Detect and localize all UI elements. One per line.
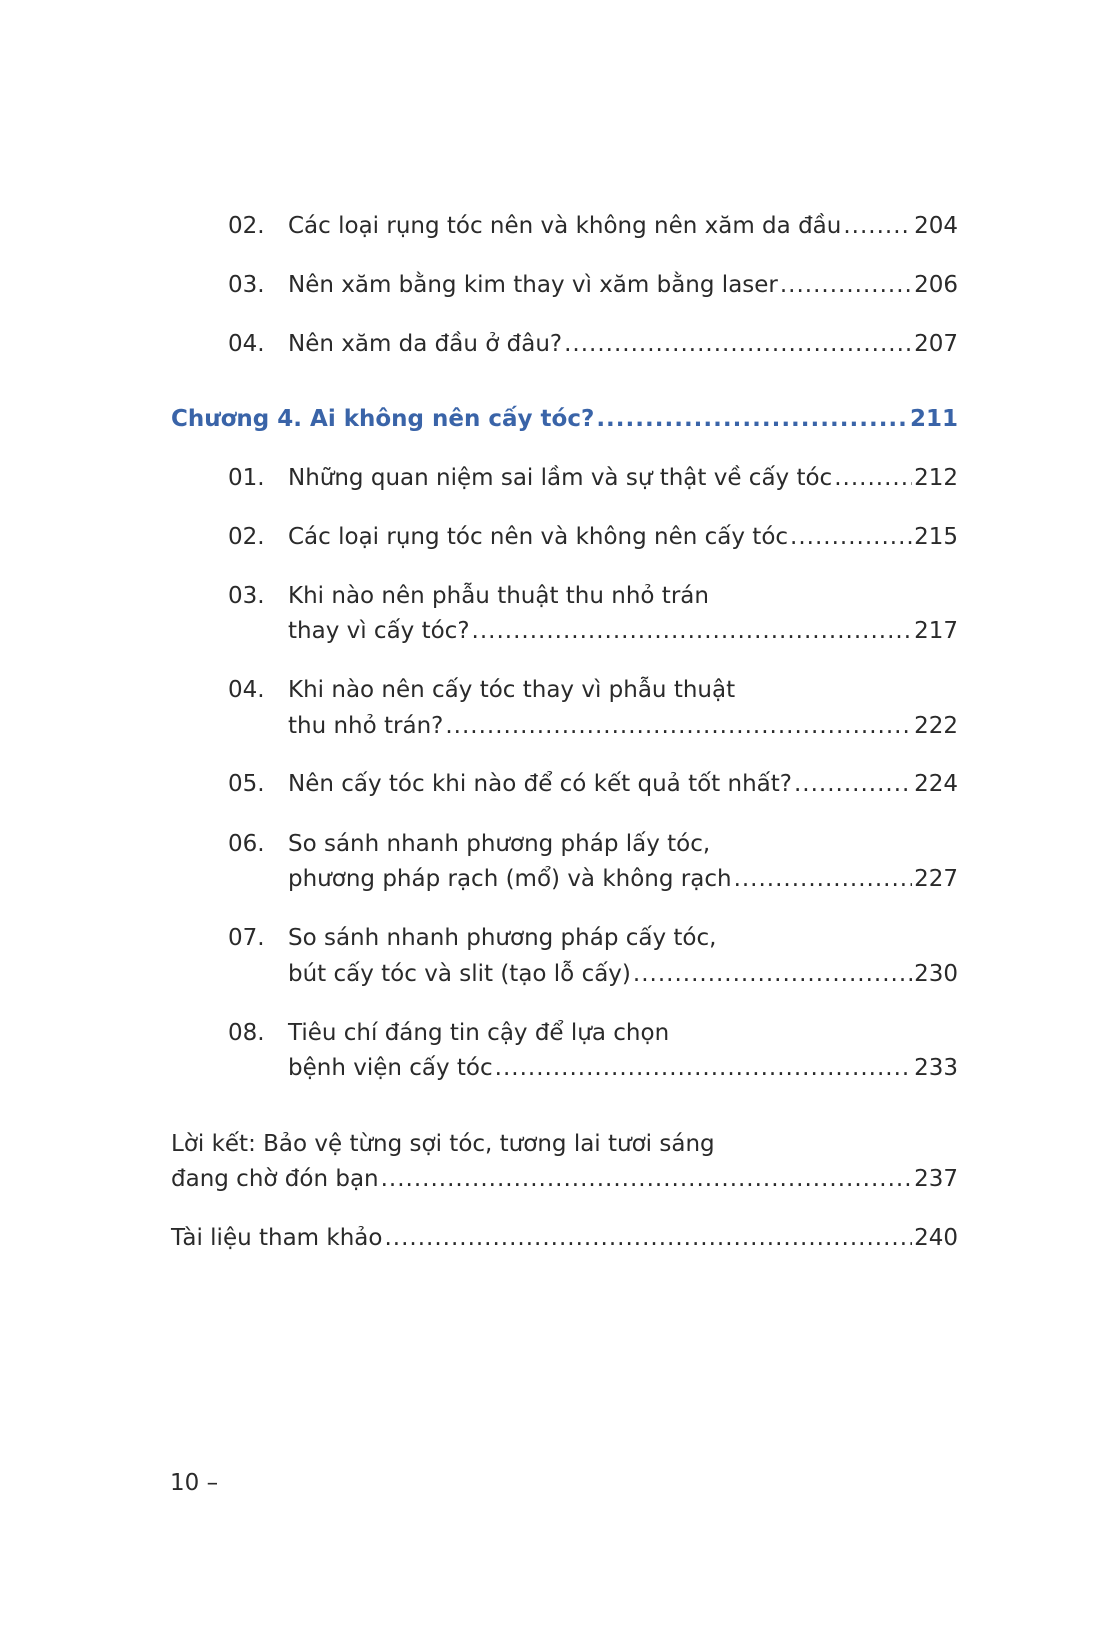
entry-number: 01. — [228, 465, 265, 491]
entry-title-line1: Khi nào nên phẫu thuật thu nhỏ trán — [288, 583, 709, 609]
toc-epilogue[interactable] — [0, 1129, 1119, 1159]
entry-title-line2: thay vì cấy tóc? — [288, 618, 470, 644]
chapter-page: 211 — [909, 406, 958, 432]
entry-title-line1: So sánh nhanh phương pháp cấy tóc, — [288, 925, 717, 951]
toc-entry[interactable] — [0, 829, 1119, 859]
entry-page: 215 — [914, 524, 958, 550]
entry-page: 212 — [914, 465, 958, 491]
entry-title: Nên xăm da đầu ở đâu? — [288, 331, 563, 357]
entry-number: 03. — [228, 583, 265, 609]
dot-leader — [445, 711, 912, 741]
entry-page: 230 — [914, 961, 958, 987]
entry-title: Các loại rụng tóc nên và không nên xăm da đầu — [288, 213, 842, 239]
toc-entry-continuation[interactable] — [0, 711, 1119, 741]
entry-page: 217 — [914, 618, 958, 644]
epilogue-title-line2: đang chờ đón bạn — [171, 1166, 379, 1192]
entry-title-line2: thu nhỏ trán? — [288, 713, 444, 739]
toc-entry[interactable] — [0, 1018, 1119, 1048]
chapter-heading[interactable] — [0, 404, 1119, 434]
chapter-title: Chương 4. Ai không nên cấy tóc? — [171, 406, 595, 432]
entry-page: 207 — [914, 331, 958, 357]
entry-number: 02. — [228, 213, 265, 239]
entry-title-line2: bệnh viện cấy tóc — [288, 1055, 493, 1081]
entry-title: Các loại rụng tóc nên và không nên cấy tóc — [288, 524, 789, 550]
toc-entry-continuation[interactable] — [0, 1053, 1119, 1083]
entry-title-line1: So sánh nhanh phương pháp lấy tóc, — [288, 831, 711, 857]
dot-leader — [564, 329, 912, 359]
toc-entry-continuation[interactable] — [0, 959, 1119, 989]
entry-title-line1: Khi nào nên cấy tóc thay vì phẫu thuật — [288, 677, 736, 703]
entry-page: 233 — [914, 1055, 958, 1081]
entry-number: 07. — [228, 925, 265, 951]
dot-leader — [843, 211, 912, 241]
entry-page: 222 — [914, 713, 958, 739]
entry-number: 06. — [228, 831, 265, 857]
dot-leader — [834, 463, 912, 493]
entry-title-line1: Tiêu chí đáng tin cậy để lựa chọn — [288, 1020, 670, 1046]
entry-title: Nên xăm bằng kim thay vì xăm bằng laser — [288, 272, 778, 298]
dot-leader — [596, 404, 908, 434]
dot-leader — [472, 616, 913, 646]
dot-leader — [381, 1164, 912, 1194]
entry-page: 224 — [914, 771, 958, 797]
entry-number: 05. — [228, 771, 265, 797]
toc-entry-continuation[interactable] — [0, 864, 1119, 894]
toc-entry[interactable] — [0, 329, 1119, 359]
dot-leader — [495, 1053, 912, 1083]
toc-entry-continuation[interactable] — [0, 616, 1119, 646]
entry-title: Những quan niệm sai lầm và sự thật về cấy tóc — [288, 465, 833, 491]
toc-entry[interactable] — [0, 581, 1119, 611]
entry-title-line2: phương pháp rạch (mổ) và không rạch — [288, 866, 732, 892]
entry-number: 08. — [228, 1020, 265, 1046]
references-page: 240 — [914, 1225, 958, 1251]
dot-leader — [734, 864, 913, 894]
references-title: Tài liệu tham khảo — [171, 1225, 383, 1251]
entry-title-line2: bút cấy tóc và slit (tạo lỗ cấy) — [288, 961, 631, 987]
toc-entry[interactable] — [0, 270, 1119, 300]
entry-page: 206 — [914, 272, 958, 298]
toc-entry[interactable] — [0, 211, 1119, 241]
toc-entry[interactable] — [0, 675, 1119, 705]
epilogue-page: 237 — [914, 1166, 958, 1192]
toc-references[interactable] — [0, 1223, 1119, 1253]
dot-leader — [794, 769, 912, 799]
dot-leader — [780, 270, 912, 300]
entry-title: Nên cấy tóc khi nào để có kết quả tốt nhất? — [288, 771, 792, 797]
toc-entry[interactable] — [0, 522, 1119, 552]
entry-number: 03. — [228, 272, 265, 298]
epilogue-title-line1: Lời kết: Bảo vệ từng sợi tóc, tương lai tươi sáng — [171, 1131, 715, 1157]
dot-leader — [790, 522, 912, 552]
dot-leader — [633, 959, 912, 989]
entry-number: 04. — [228, 331, 265, 357]
toc-entry[interactable] — [0, 923, 1119, 953]
entry-number: 04. — [228, 677, 265, 703]
toc-epilogue-continuation[interactable] — [0, 1164, 1119, 1194]
entry-page: 204 — [914, 213, 958, 239]
dot-leader — [384, 1223, 912, 1253]
entry-number: 02. — [228, 524, 265, 550]
toc-entry[interactable] — [0, 769, 1119, 799]
page-number: 10 – — [170, 1470, 219, 1496]
entry-page: 227 — [914, 866, 958, 892]
toc-entry[interactable] — [0, 463, 1119, 493]
